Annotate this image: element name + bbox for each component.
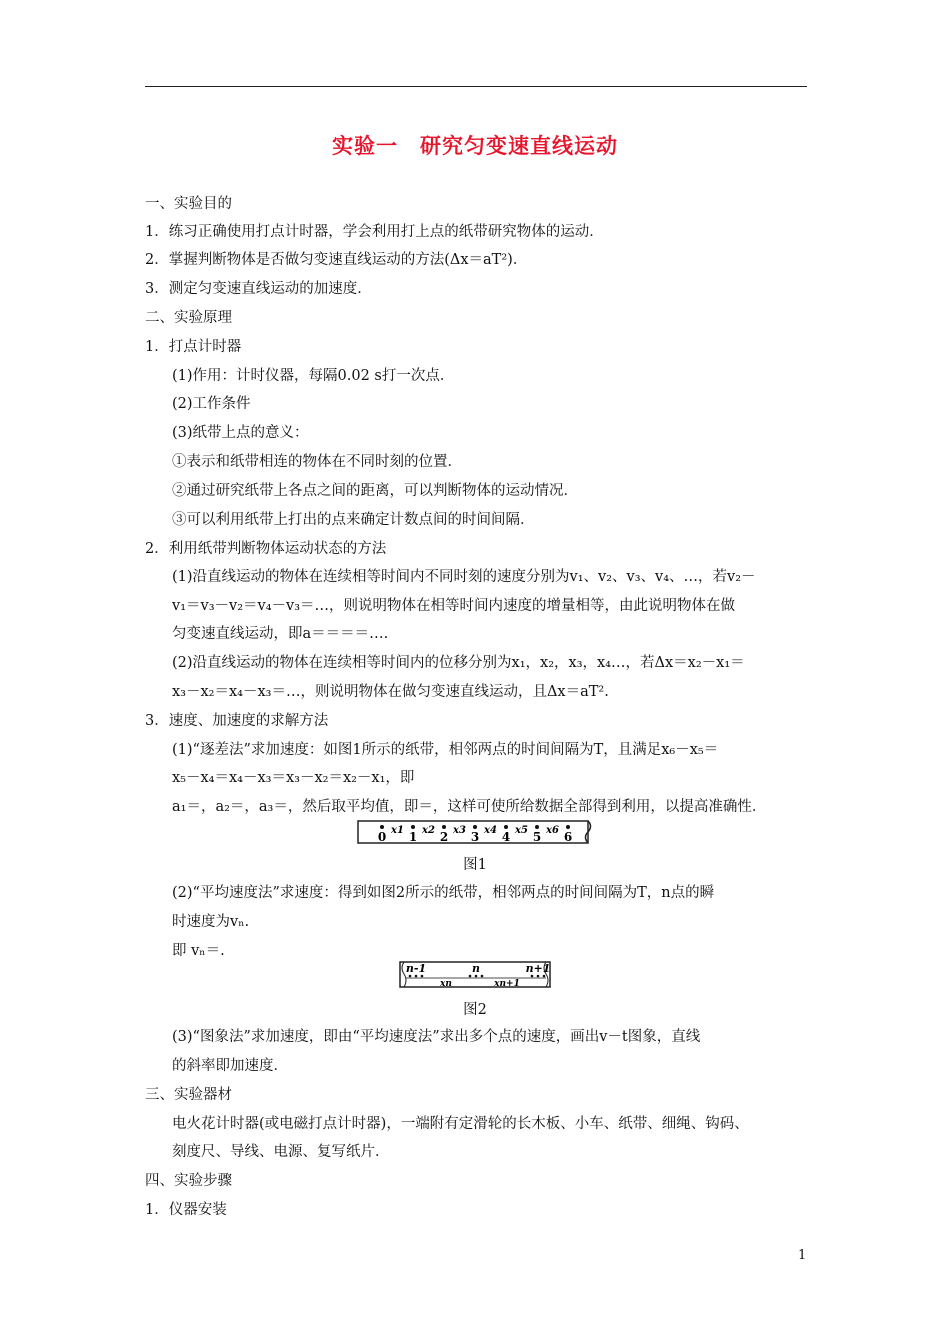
text-line: 3．测定匀变速直线运动的加速度．: [145, 281, 372, 297]
text-line: ②通过研究纸带上各点之间的距离，可以判断物体的运动情况．: [172, 483, 578, 499]
text-line: 刻度尺、导线、电源、复写纸片．: [172, 1144, 390, 1160]
text-line: 即 vₙ＝.: [172, 943, 225, 959]
text-line: 时速度为vₙ.: [172, 914, 250, 930]
tape-dot: [535, 825, 539, 829]
tape-dot: [481, 975, 484, 978]
text-line: 2．利用纸带判断物体运动状态的方法: [145, 541, 387, 557]
text-line: 1．打点计时器: [145, 339, 242, 355]
tape-dot: [537, 975, 540, 978]
tape-point-label: 2: [439, 830, 449, 844]
text-line: 3．速度、加速度的求解方法: [145, 713, 329, 729]
tape-dot: [415, 975, 418, 978]
text-line: 四、实验步骤: [145, 1173, 232, 1189]
figure-1-tape: [356, 818, 596, 846]
page-number: 1: [798, 1248, 807, 1263]
tape-point-label: n: [472, 962, 480, 975]
tape-segment-label: xn+1: [494, 979, 520, 989]
tape-segment-label: x3: [453, 825, 466, 836]
tape-point-label: 1: [408, 830, 418, 844]
text-line: x₃－x₂＝x₄－x₃＝…，则说明物体在做匀变速直线运动，且Δx＝aT².: [172, 684, 609, 700]
text-line: (3)纸带上点的意义：: [172, 425, 309, 441]
tape-segment-label: x1: [391, 825, 404, 836]
text-line: a₁＝，a₂＝，a₃＝，然后取平均值，即＝，这样可使所给数据全部得到利用，以提高准确性．: [172, 799, 767, 815]
text-line: x₅－x₄＝x₄－x₃＝x₃－x₂＝x₂－x₁，即: [172, 770, 415, 786]
tape-dot: [380, 825, 384, 829]
tape-dot: [442, 825, 446, 829]
page-title: 实验一 研究匀变速直线运动: [332, 134, 618, 158]
tape-segment-label: x4: [484, 825, 497, 836]
tape-dot: [469, 975, 472, 978]
figure-2-tape: [398, 960, 556, 990]
text-line: (3)“图象法”求加速度，即由“平均速度法”求出多个点的速度，画出v－t图象，直线: [172, 1029, 701, 1045]
tape-segment-label: xn: [440, 979, 452, 989]
tape-segment-label: x6: [546, 825, 559, 836]
tape-dot: [475, 975, 478, 978]
tape-point-label: 6: [563, 830, 573, 844]
text-line: (2)沿直线运动的物体在连续相等时间内的位移分别为x₁，x₂，x₃，x₄…，若Δx＝x₂－x₁＝: [172, 655, 745, 671]
tape-dot: [531, 975, 534, 978]
text-line: v₁＝v₃－v₂＝v₄－v₃＝…，则说明物体在相等时间内速度的增量相等，由此说明物体在做: [172, 598, 736, 614]
text-line: 三、实验器材: [145, 1087, 232, 1103]
tape-point-label: n-1: [405, 962, 427, 975]
tape-dot: [473, 825, 477, 829]
tape-dot: [421, 975, 424, 978]
text-line: 2．掌握判断物体是否做匀变速直线运动的方法(Δx＝aT²)．: [145, 252, 528, 268]
text-line: (1)沿直线运动的物体在连续相等时间内不同时刻的速度分别为v₁、v₂、v₃、v₄、…，若v₂－: [172, 569, 756, 585]
text-line: 一、实验目的: [145, 196, 232, 212]
tape-dot: [411, 825, 415, 829]
text-line: ①表示和纸带相连的物体在不同时刻的位置．: [172, 454, 462, 470]
text-line: 1．仪器安装: [145, 1202, 227, 1218]
tape-dot: [409, 975, 412, 978]
text-line: 匀变速直线运动，即a＝＝＝＝….: [172, 626, 389, 642]
text-line: (1)“逐差法”求加速度：如图1所示的纸带，相邻两点的时间间隔为T，且满足x₆－x₅＝: [172, 742, 719, 758]
figure-1-caption: 图1: [463, 857, 487, 873]
text-line: 电火花计时器(或电磁打点计时器)，一端附有定滑轮的长木板、小车、纸带、细绳、钩码、: [172, 1116, 749, 1132]
tape-dot: [566, 825, 570, 829]
tape-point-label: 4: [501, 830, 511, 844]
tape-point-label: 0: [377, 830, 387, 844]
text-line: (2)工作条件: [172, 396, 251, 412]
text-line: 二、实验原理: [145, 310, 232, 326]
text-line: ③可以利用纸带上打出的点来确定计数点间的时间间隔．: [172, 512, 535, 528]
tape-point-label: 5: [532, 830, 542, 844]
figure-2-caption: 图2: [463, 1002, 487, 1018]
tape-dot: [543, 975, 546, 978]
tape-point-label: n+1: [525, 962, 551, 975]
text-line: 1．练习正确使用打点计时器，学会利用打上点的纸带研究物体的运动．: [145, 224, 604, 240]
tape-dot: [504, 825, 508, 829]
text-line: (1)作用：计时仪器，每隔0.02 s打一次点．: [172, 368, 455, 384]
header-rule: [145, 86, 807, 87]
tape-segment-label: x5: [515, 825, 528, 836]
text-line: 的斜率即加速度．: [172, 1058, 288, 1074]
text-line: (2)“平均速度法”求速度：得到如图2所示的纸带，相邻两点的时间间隔为T，n点的瞬: [172, 885, 715, 901]
tape-segment-label: x2: [422, 825, 435, 836]
tape-point-label: 3: [470, 830, 480, 844]
